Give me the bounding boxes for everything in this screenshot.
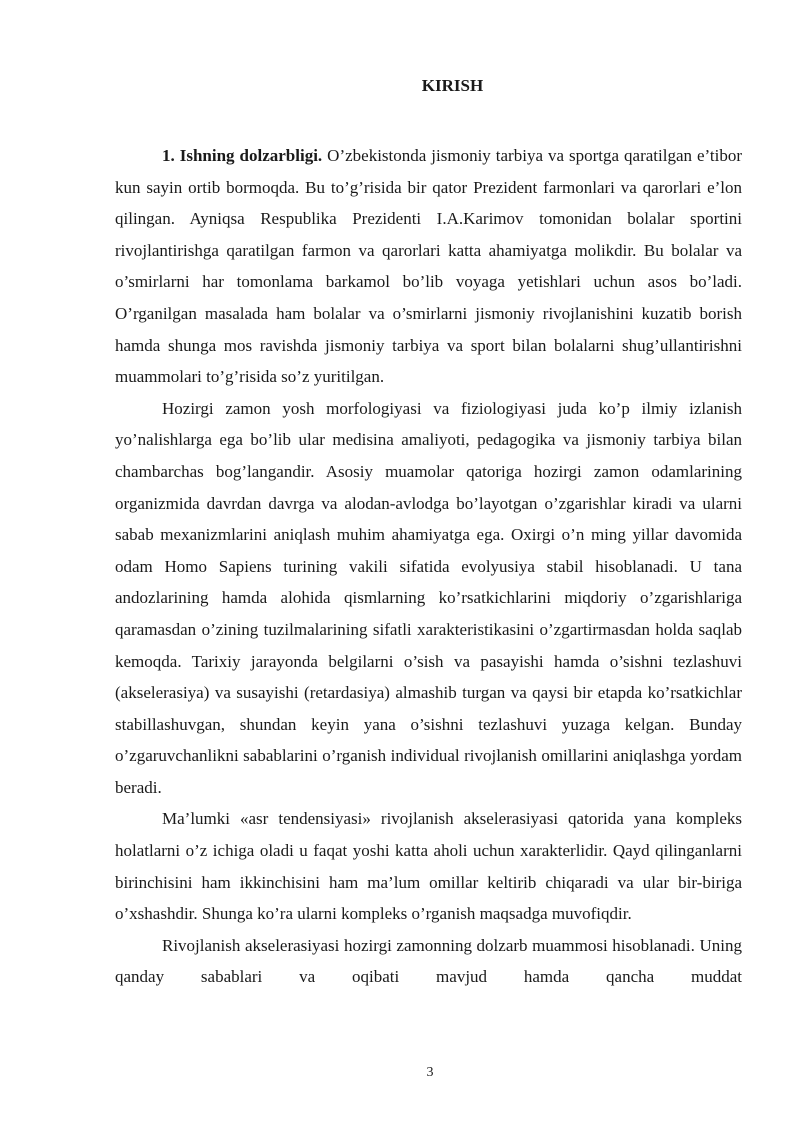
paragraph-century-trend — [115, 803, 742, 929]
page-title: KIRISH — [421, 76, 484, 95]
paragraph-text: Hozirgi zamon yosh morfologiyasi va fiziologiyasi juda ko’p ilmiy izlanish yo’nalishlarga ega bo’lib ular medisina amaliyoti, pedagogika va jismoniy tarbiya bilan chambarchas bog’langandir. Asosiy muamolar qatoriga hozirgi zamon odamlarining organizmida davrdan davrga va alodan-avlodga bo’layotgan o’zgarishlar kiradi va ularni sabab mexanizmlarini aniqlash muhim ahamiyatga ega. Oxirgi o’n ming yillar davomida odam Homo Sapiens turining vakili sifatida evolyusiya stabil hisoblanadi. U tana andozlarining hamda alohida qismlarning ko’rsatkichlarini miqdoriy o’zgarishlariga qaramasdan o’zining tuzilmalarining sifatli xarakteristikasini o’zgartirmasdan holda saqlab kemoqda. Tarixiy jarayonda belgilarni o’sish va pasayishi hamda o’sishni tezlashuvi (akselerasiya) va susayishi (retardasiya) almashib turgan va qaysi bir etapda ko’rsatkichlar stabillashuvgan, shundan keyin yana o’sishni tezlashuvi yuzaga kelgan. Bunday o’zgaruvchanlikni sabablarini o’rganish individual rivojlanish omillarini aniqlashga yordam beradi. — [115, 398, 742, 797]
page-number: 3 — [426, 1065, 434, 1080]
paragraph-acceleration — [115, 930, 742, 993]
paragraph-text: Ma’lumki «asr tendensiyasi» rivojlanish akselerasiyasi qatorida yana kompleks holatlarni o’z ichiga oladi u faqat yoshi katta aholi uchun xarakterlidir. Qayd qilinganlarni birinchisini ham ikkinchisini ham ma’lum omillar keltirib chiqaradi va ular bir-biriga o’xshashdir. Shunga ko’ra ularni kompleks o’rganish maqsadga muvofiqdir. — [115, 809, 742, 924]
paragraph-morphology — [115, 393, 742, 804]
paragraph-relevance — [115, 140, 742, 393]
paragraph-text: Rivojlanish akselerasiyasi hozirgi zamonning dolzarb muammosi hisoblanadi. Uning qanday sabablari va oqibati mavjud hamda qancha muddat — [115, 935, 742, 987]
body-text — [115, 140, 742, 993]
section-lead-heading: 1. Ishning dolzarbligi. — [162, 146, 323, 165]
paragraph-text: O’zbekistonda jismoniy tarbiya va sportga qaratilgan e’tibor kun sayin ortib bormoqda. Bu to’g’risida bir qator Prezident farmonlari va qarorlari e’lon qilingan. Ayniqsa Respublika Prezidenti I.A.Karimov tomonidan bolalar sportini rivojlantirishga qaratilgan farmon va qarorlari katta ahamiyatga molikdir. Bu bolalar va o’smirlarni har tomonlama barkamol bo’lib voyaga yetishlari uchun asos bo’ladi. O’rganilgan masalada ham bolalar va o’smirlarni jismoniy rivojlanishini kuzatib borish hamda shunga mos ravishda jismoniy tarbiya va sport bilan bolalarni shug’ullantirishni muammolari to’g’risida so’z yuritilgan. — [115, 146, 742, 387]
